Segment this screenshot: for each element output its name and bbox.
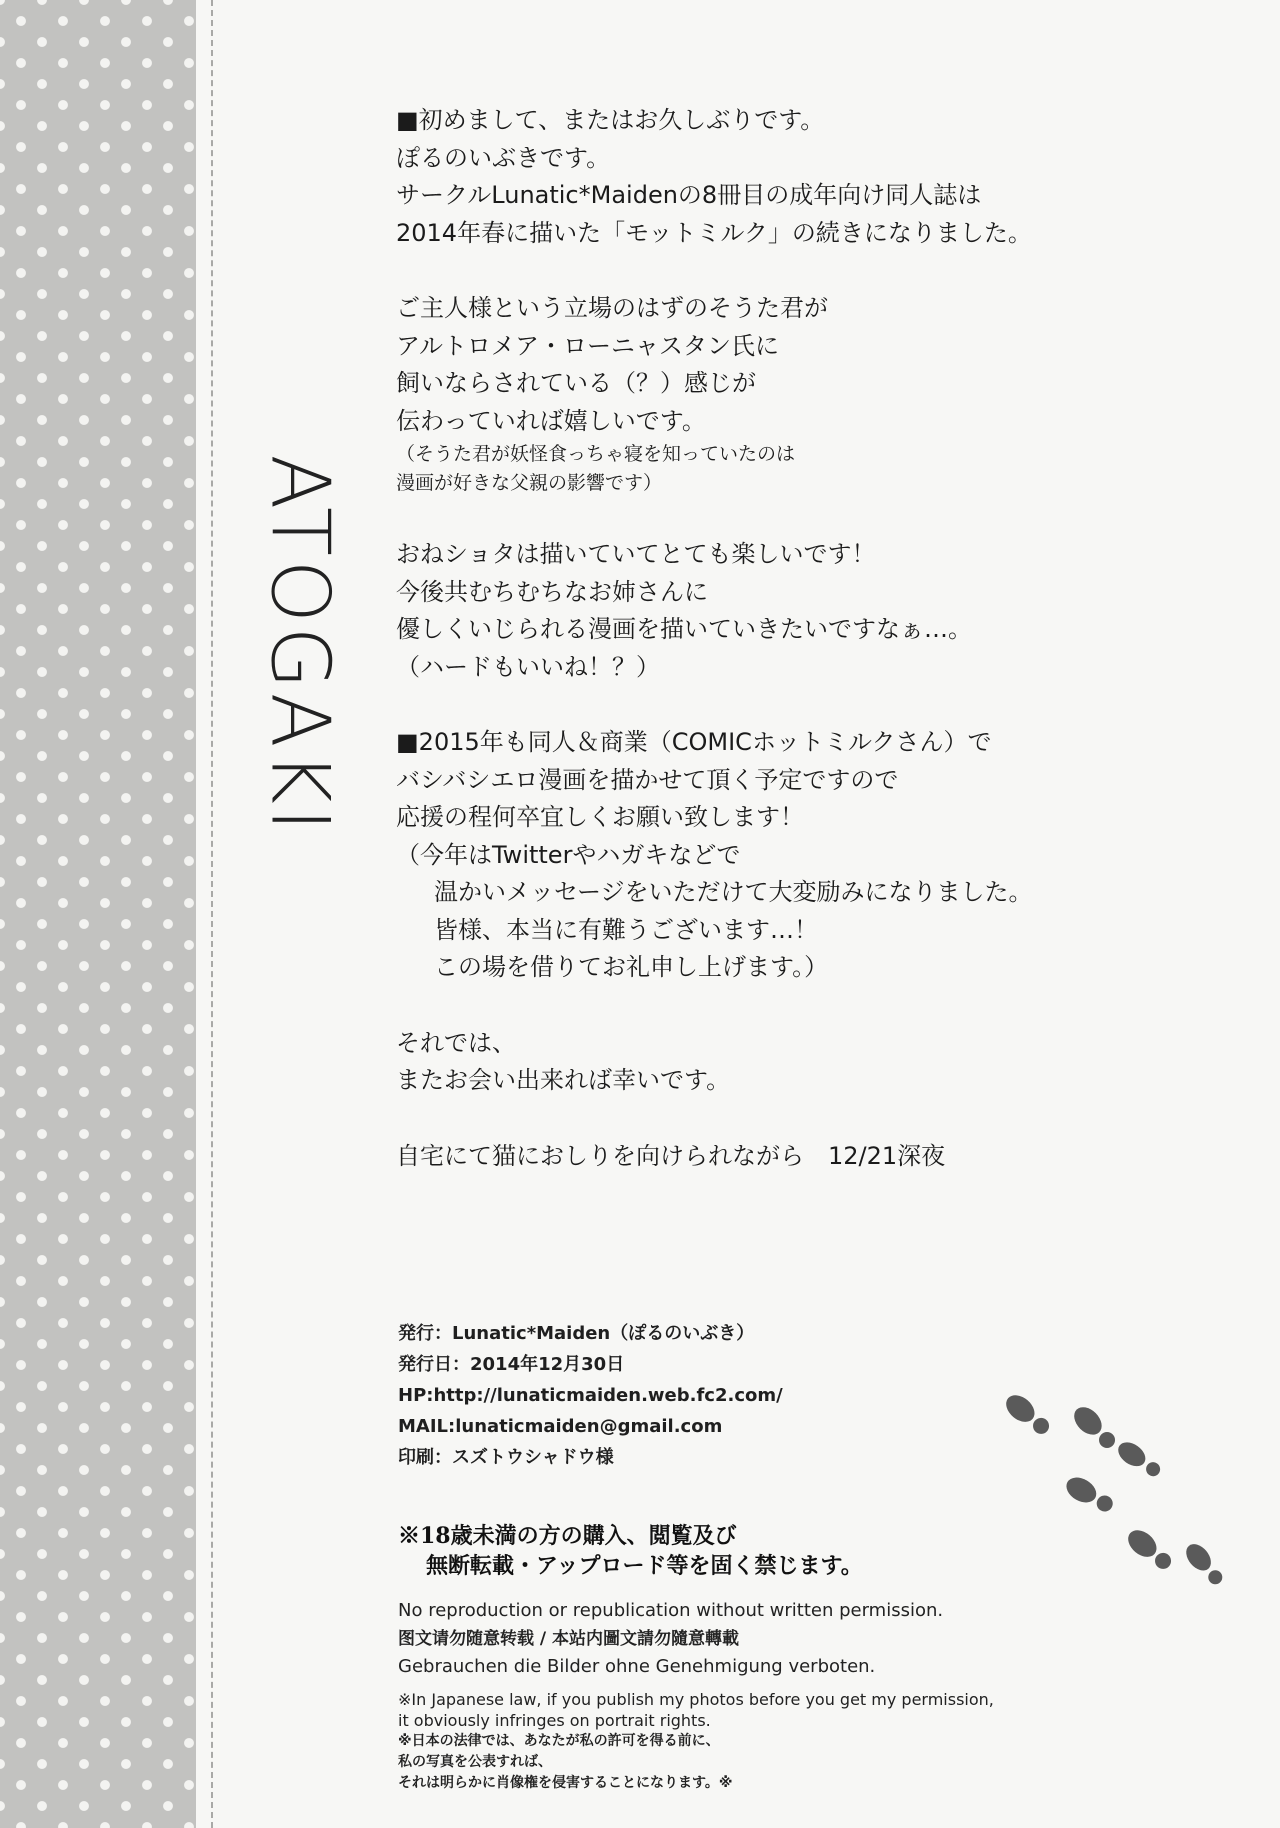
mail-line: MAIL:lunaticmaiden@gmail.com — [398, 1416, 723, 1437]
body-line: 2014年春に描いた「モットミルク」の続きになりました。 — [396, 218, 1032, 247]
signature-line: 自宅にて猫におしりを向けられながら 12/21深夜 — [396, 1141, 946, 1170]
notice-line-de: Gebrauchen die Bilder ohne Genehmigung verboten. — [398, 1656, 876, 1677]
warning-line: 無断転載・アップロード等を固く禁じます。 — [426, 1553, 863, 1579]
reproduction-notice — [398, 1597, 943, 1681]
notice-line-en: No reproduction or republication without written permission. — [398, 1600, 944, 1621]
warning-line: ※18歳未満の方の購入、閲覧及び — [398, 1523, 737, 1549]
body-note-line: 漫画が好きな父親の影響です） — [396, 472, 663, 494]
afterword-body — [396, 102, 1256, 1175]
body-line: この場を借りてお礼申し上げます。） — [434, 953, 829, 981]
body-line: 伝わっていれば嬉しいです。 — [396, 406, 706, 435]
body-line: 応援の程何卒宜しくお願い致します！ — [396, 803, 804, 831]
body-line: おねショタは描いていてとても楽しいです！ — [396, 540, 876, 568]
body-line: （ハードもいいね！？） — [396, 652, 660, 681]
polka-dot-border — [0, 0, 196, 1828]
printer-line: 印刷：スズトウシャドウ様 — [398, 1447, 614, 1468]
age-warning — [398, 1521, 863, 1581]
body-line: アルトロメア・ローニャスタン氏に — [396, 331, 780, 360]
body-line: ぽるのいぶきです。 — [396, 143, 611, 172]
homepage-line: HP:http://lunaticmaiden.web.fc2.com/ — [398, 1385, 783, 1406]
publisher-line: 発行：Lunatic*Maiden（ぽるのいぶき） — [398, 1323, 755, 1344]
body-line: （今年はTwitterやハガキなどで — [396, 840, 741, 869]
body-line: 今後共むちむちなお姉さんに — [396, 577, 708, 606]
atogaki-title: ATOGAKI — [253, 454, 347, 836]
dashed-divider — [211, 0, 213, 1828]
notice-line-cn: 图文请勿随意转载 / 本站内圖文請勿隨意轉載 — [398, 1629, 740, 1649]
publish-date-line: 発行日：2014年12月30日 — [398, 1354, 625, 1375]
fine-line: it obviously infringes on portrait rights. — [398, 1711, 711, 1730]
body-line: ■2015年も同人＆商業（COMICホットミルクさん）で — [396, 728, 992, 756]
body-line: 温かいメッセージをいただけて大変励みになりました。 — [434, 878, 1033, 906]
body-line: ご主人様という立場のはずのそうた君が — [396, 294, 828, 322]
body-line: サークルLunatic*Maidenの8冊目の成年向け同人誌は — [396, 181, 982, 209]
body-line: またお会い出来れば幸いです。 — [396, 1066, 731, 1094]
body-line: それでは、 — [396, 1028, 516, 1057]
portrait-rights-notice — [398, 1689, 994, 1794]
colophon — [398, 1318, 783, 1473]
fine-line: それは明らかに肖像権を侵害することになります。※ — [398, 1775, 733, 1791]
footprints-icon — [1000, 1380, 1250, 1610]
body-line: 優しくいじられる漫画を描いていきたいですなぁ…。 — [396, 615, 972, 643]
fine-line: 私の写真を公表すれば、 — [398, 1754, 552, 1770]
fine-line: ※日本の法律では、あなたが私の許可を得る前に、 — [398, 1733, 720, 1749]
body-line: 皆様、本当に有難うございます…！ — [434, 915, 818, 944]
fine-line: ※In Japanese law, if you publish my photos before you get my permission, — [398, 1690, 994, 1709]
body-line: 飼いならされている（？）感じが — [396, 369, 756, 397]
body-note-line: （そうた君が妖怪食っちゃ寝を知っていたのは — [396, 443, 796, 465]
body-line: バシバシエロ漫画を描かせて頂く予定ですので — [396, 765, 899, 794]
body-line: ■初めまして、またはお久しぶりです。 — [396, 106, 825, 134]
